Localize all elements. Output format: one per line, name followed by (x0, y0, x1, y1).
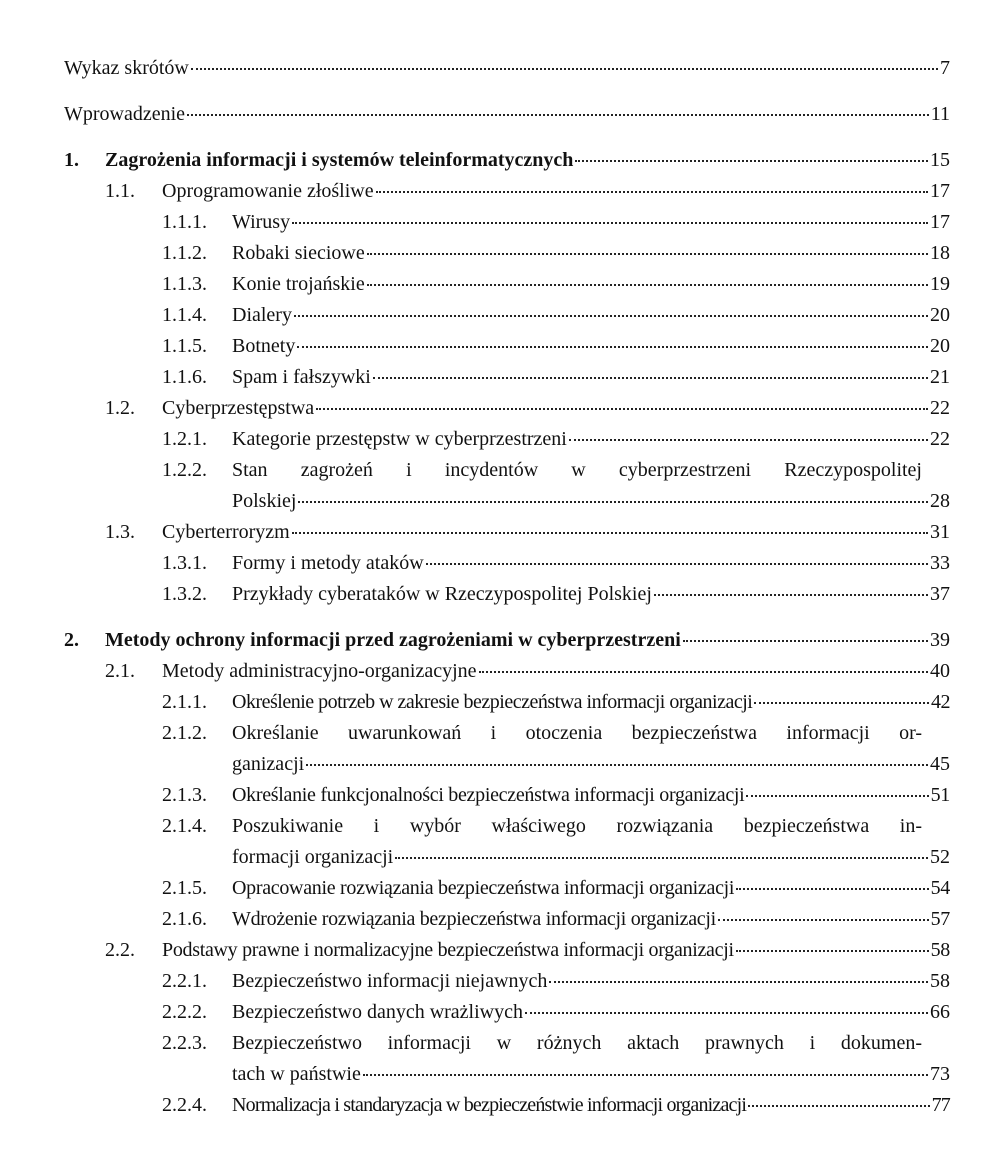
toc-entry-title: Zagrożenia informacji i systemów teleinformatycznych (105, 149, 574, 171)
toc-entry-page: 11 (930, 103, 950, 125)
toc-entry-page: 15 (930, 149, 950, 171)
toc-entry-page: 22 (930, 428, 950, 450)
toc-subsection-2-1-4 (0, 811, 1008, 873)
toc-leader-dots (297, 345, 928, 348)
toc-entry-number: 2.1.3. (162, 784, 207, 806)
toc-entry-title-continued: ganizacji (232, 753, 305, 775)
toc-entry-number: 2.2.2. (162, 1001, 207, 1023)
toc-leader-dots (373, 376, 928, 379)
toc-entry-number: 2.1. (105, 660, 135, 682)
toc-entry-title: Metody ochrony informacji przed zagrożeniami w cyberprzestrzeni (105, 629, 681, 651)
toc-leader-dots (654, 593, 928, 596)
toc-leader-dots (525, 1011, 928, 1014)
toc-leader-dots (292, 221, 928, 224)
toc-entry-number: 2.2.1. (162, 970, 207, 992)
toc-entry-number: 2.1.4. (162, 815, 207, 837)
toc-entry-title: Określanie uwarunkowań i otoczenia bezpieczeństwa informacji or- (232, 722, 922, 744)
toc-entry-title: Wprowadzenie (64, 103, 186, 125)
toc-leader-dots (736, 949, 929, 952)
toc-entry-number: 2.1.6. (162, 908, 207, 930)
toc-leader-dots (191, 67, 938, 70)
toc-leader-dots (367, 252, 928, 255)
toc-entry-page: 17 (930, 180, 950, 202)
toc-entry-title: Opracowanie rozwiązania bezpieczeństwa informacji organizacji (232, 877, 735, 899)
toc-entry-title-continued: Polskiej (232, 490, 297, 512)
toc-subsection-2-2-3 (0, 1028, 1008, 1090)
toc-leader-dots (298, 500, 928, 503)
toc-entry-title: Bezpieczeństwo informacji w różnych aktach prawnych i dokumen- (232, 1032, 922, 1054)
toc-entry-page: 19 (930, 273, 950, 295)
toc-entry-title: Stan zagrożeń i incydentów w cyberprzestrzeni Rzeczypospolitej (232, 459, 922, 481)
toc-entry-number: 1. (64, 149, 79, 171)
toc-entry-number: 2.1.1. (162, 691, 207, 713)
toc-entry-number: 1.2.1. (162, 428, 207, 450)
toc-entry-page: 17 (930, 211, 950, 233)
toc-leader-dots (363, 1073, 928, 1076)
toc-leader-dots (549, 980, 928, 983)
toc-leader-dots (306, 763, 928, 766)
toc-entry-page: 66 (930, 1001, 950, 1023)
toc-entry-page: 54 (930, 877, 950, 899)
toc-entry-page: 20 (930, 304, 950, 326)
toc-entry-title: Normalizacja i standaryzacja w bezpieczeństwie informacji organizacji (232, 1094, 747, 1116)
toc-entry-number: 1.2. (105, 397, 135, 419)
toc-entry-page: 28 (930, 490, 950, 512)
toc-entry-number: 2.2. (105, 939, 135, 961)
toc-leader-dots (187, 113, 929, 116)
toc-entry-number: 1.1.4. (162, 304, 207, 326)
toc-entry-page: 73 (930, 1063, 950, 1085)
toc-entry-wykaz-skrotow (0, 53, 1008, 93)
toc-subsection-1-3-2 (0, 579, 1008, 619)
toc-entry-number: 2.1.5. (162, 877, 207, 899)
toc-leader-dots (316, 407, 928, 410)
toc-entry-page: 58 (930, 939, 950, 961)
toc-entry-title: Wdrożenie rozwiązania bezpieczeństwa informacji organizacji (232, 908, 716, 930)
toc-entry-page: 42 (931, 691, 950, 713)
toc-entry-wprowadzenie (0, 99, 1008, 139)
toc-leader-dots (569, 438, 928, 441)
toc-entry-page: 37 (930, 583, 950, 605)
toc-entry-number: 1.1.2. (162, 242, 207, 264)
toc-leader-dots (294, 314, 928, 317)
toc-leader-dots (292, 531, 928, 534)
toc-entry-title: Spam i fałszywki (232, 366, 371, 388)
toc-leader-dots (683, 639, 928, 642)
toc-leader-dots (748, 1104, 929, 1107)
toc-entry-number: 1.1.1. (162, 211, 207, 233)
toc-entry-page: 52 (930, 846, 950, 868)
toc-entry-title: Określenie potrzeb w zakresie bezpieczeństwa informacji organizacji (232, 691, 753, 713)
toc-entry-title: Metody administracyjno-organizacyjne (162, 660, 477, 682)
toc-leader-dots (479, 670, 928, 673)
toc-entry-title: Bezpieczeństwo informacji niejawnych (232, 970, 548, 992)
toc-entry-number: 2. (64, 629, 79, 651)
toc-entry-title: Wykaz skrótów (64, 57, 189, 79)
toc-entry-page: 21 (930, 366, 950, 388)
toc-entry-title: Konie trojańskie (232, 273, 365, 295)
toc-leader-dots (575, 159, 928, 162)
toc-entry-page: 51 (930, 784, 950, 806)
toc-leader-dots (754, 701, 929, 704)
toc-entry-number: 1.1.3. (162, 273, 207, 295)
toc-entry-number: 2.2.4. (162, 1094, 207, 1116)
toc-entry-number: 1.3.2. (162, 583, 207, 605)
toc-leader-dots (367, 283, 928, 286)
toc-leader-dots (746, 794, 928, 797)
toc-entry-number: 1.1.5. (162, 335, 207, 357)
toc-entry-title: Cyberterroryzm (162, 521, 290, 543)
toc-leader-dots (736, 887, 928, 890)
toc-entry-title: Formy i metody ataków (232, 552, 424, 574)
toc-entry-page: 58 (930, 970, 950, 992)
toc-entry-page: 31 (930, 521, 950, 543)
toc-entry-page: 45 (930, 753, 950, 775)
toc-entry-title-continued: tach w państwie (232, 1063, 361, 1085)
toc-entry-number: 1.1.6. (162, 366, 207, 388)
toc-entry-title: Dialery (232, 304, 292, 326)
toc-entry-title: Cyberprzestępstwa (162, 397, 315, 419)
toc-entry-title: Botnety (232, 335, 296, 357)
toc-subsection-2-2-4 (0, 1090, 1008, 1130)
toc-entry-title: Oprogramowanie złośliwe (162, 180, 374, 202)
toc-entry-number: 1.1. (105, 180, 135, 202)
toc-subsection-1-2-2 (0, 455, 1008, 517)
toc-leader-dots (395, 856, 928, 859)
toc-entry-title: Wirusy (232, 211, 291, 233)
toc-entry-title: Określanie funkcjonalności bezpieczeństwa informacji organizacji (232, 784, 745, 806)
toc-entry-title: Robaki sieciowe (232, 242, 365, 264)
toc-entry-page: 33 (930, 552, 950, 574)
toc-entry-number: 1.3.1. (162, 552, 207, 574)
toc-entry-page: 7 (940, 57, 950, 79)
toc-subsection-2-1-2 (0, 718, 1008, 780)
toc-leader-dots (718, 918, 929, 921)
toc-entry-title: Bezpieczeństwo danych wrażliwych (232, 1001, 523, 1023)
toc-entry-title: Podstawy prawne i normalizacyjne bezpieczeństwa informacji organizacji (162, 939, 734, 961)
toc-entry-page: 22 (930, 397, 950, 419)
toc-entry-page: 40 (930, 660, 950, 682)
toc-entry-title-continued: formacji organizacji (232, 846, 394, 868)
toc-entry-number: 2.2.3. (162, 1032, 207, 1054)
toc-entry-page: 77 (931, 1094, 950, 1116)
toc-entry-page: 57 (930, 908, 950, 930)
toc-entry-page: 39 (930, 629, 950, 651)
toc-entry-page: 18 (930, 242, 950, 264)
toc-entry-title: Kategorie przestępstw w cyberprzestrzeni (232, 428, 567, 450)
toc-entry-page: 20 (930, 335, 950, 357)
toc-entry-title: Poszukiwanie i wybór właściwego rozwiązania bezpieczeństwa in- (232, 815, 922, 837)
toc-leader-dots (376, 190, 928, 193)
toc-entry-number: 2.1.2. (162, 722, 207, 744)
toc-entry-number: 1.3. (105, 521, 135, 543)
toc-entry-number: 1.2.2. (162, 459, 207, 481)
toc-entry-title: Przykłady cyberataków w Rzeczypospolitej Polskiej (232, 583, 652, 605)
toc-leader-dots (426, 562, 928, 565)
